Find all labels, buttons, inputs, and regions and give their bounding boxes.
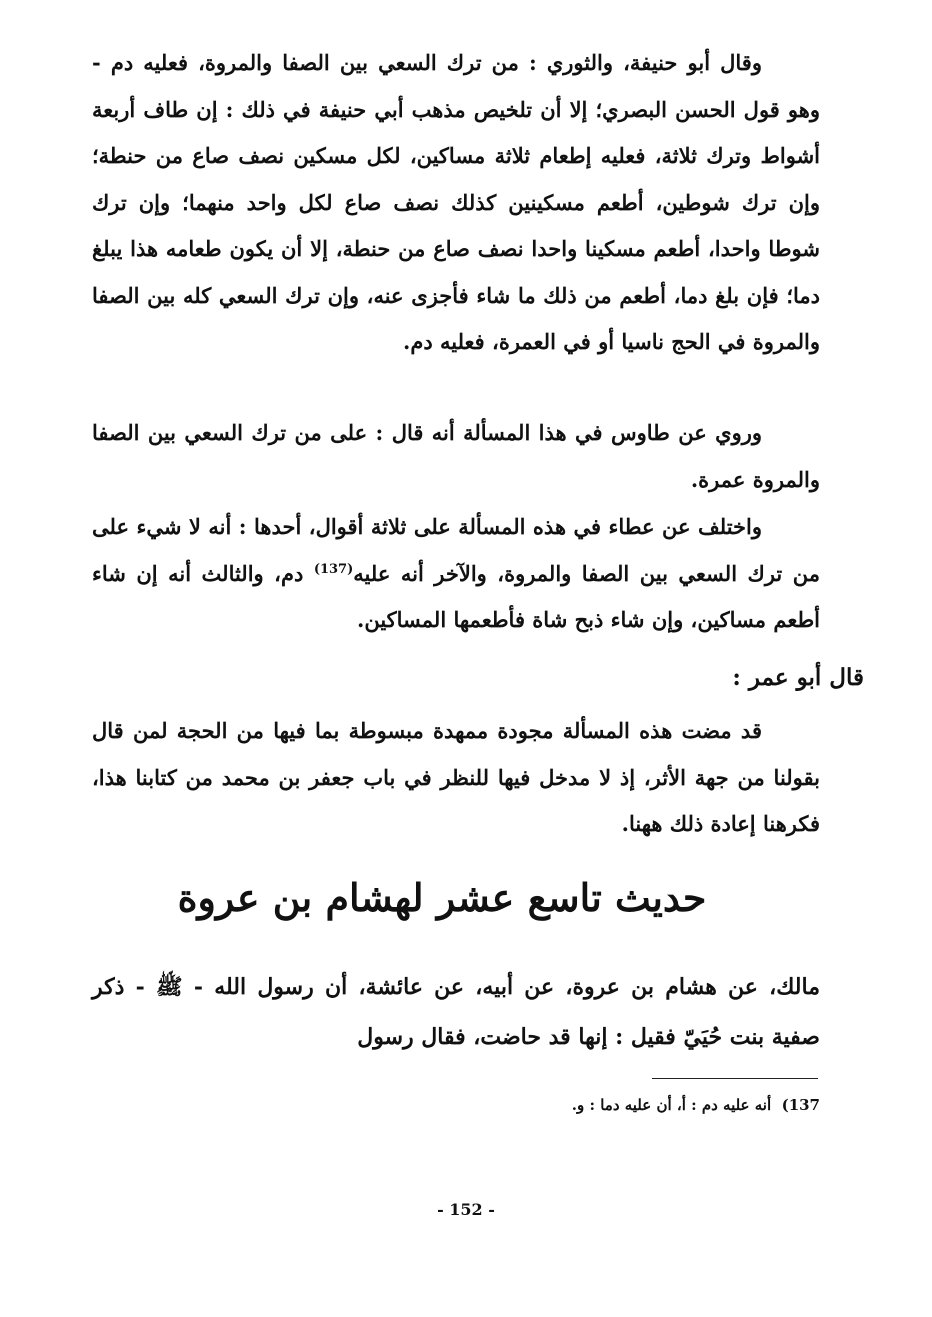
footnote-137 <box>400 1090 820 1120</box>
main-text-block-5 <box>92 962 820 1062</box>
paragraph-abu-hanifa: وقال أبو حنيفة، والثوري : من ترك السعي بين الصفا والمروة، فعليه دم - وهو قول الحسن البصري؛ إلا أن تلخيص مذهب أبي حنيفة في ذلك : إن طاف أربعة أشواط وترك ثلاثة، فعليه إطعام ثلاثة مساكين، لكل مسكين نصف صاع من حنطة؛ وإن ترك شوطين، أطعم مسكينين كذلك نصف صاع لكل واحد منهما؛ وإن ترك شوطا واحدا، أطعم مسكينا واحدا نصف صاع من حنطة، إلا أن يكون طعامه هذا يبلغ دما؛ فإن بلغ دما، أطعم من ذلك ما شاء فأجزى عنه، وإن ترك السعي كله بين الصفا والمروة في الحج ناسيا أو في العمرة، فعليه دم. <box>92 50 820 354</box>
paragraph-tawus: وروي عن طاوس في هذا المسألة أنه قال : على من ترك السعي بين الصفا والمروة عمرة. <box>92 420 820 492</box>
footnote-number: 137) <box>781 1096 820 1114</box>
page-number: - 152 - <box>437 1200 495 1219</box>
paragraph-abu-umar: قد مضت هذه المسألة مجودة ممهدة مبسوطة بما فيها من الحجة لمن قال بقولنا من جهة الأثر، إذ لا مدخل فيها للنظر في باب جعفر بن محمد من كتابنا هذا، فكرهنا إعادة ذلك ههنا. <box>92 718 820 836</box>
paragraph-ata-part-1: واختلف عن عطاء في هذه المسألة على ثلاثة أقوال، أحدها : أنه لا شيء على من ترك السعي بين الصفا والمروة، والآخر أنه عليه <box>92 514 820 586</box>
main-text-block-1 <box>92 40 820 366</box>
paragraph-ata-part-2: دم، والثالث أنه إن شاء أطعم مساكين، وإن شاء ذبح شاة فأطعمها المساكين. <box>92 560 820 632</box>
main-text-block-2 <box>92 410 820 503</box>
footnote-text: أنه عليه دم : أ، أن عليه دما : و. <box>571 1096 772 1114</box>
footnote-reference-137[interactable]: (137) <box>313 561 354 577</box>
paragraph-hadith-malik: مالك، عن هشام بن عروة، عن أبيه، عن عائشة، أن رسول الله - ﷺ - ذكر صفية بنت حُيَيّ فقيل : إنها قد حاضت، فقال رسول <box>92 974 820 1050</box>
main-text-block-3 <box>92 504 820 644</box>
paragraph-ata <box>92 504 820 644</box>
footnote-divider <box>652 1078 818 1079</box>
section-heading-abu-umar: قال أبو عمر : <box>732 664 864 691</box>
chapter-title: حديث تاسع عشر لهشام بن عروة <box>177 875 707 920</box>
main-text-block-4 <box>92 708 820 848</box>
